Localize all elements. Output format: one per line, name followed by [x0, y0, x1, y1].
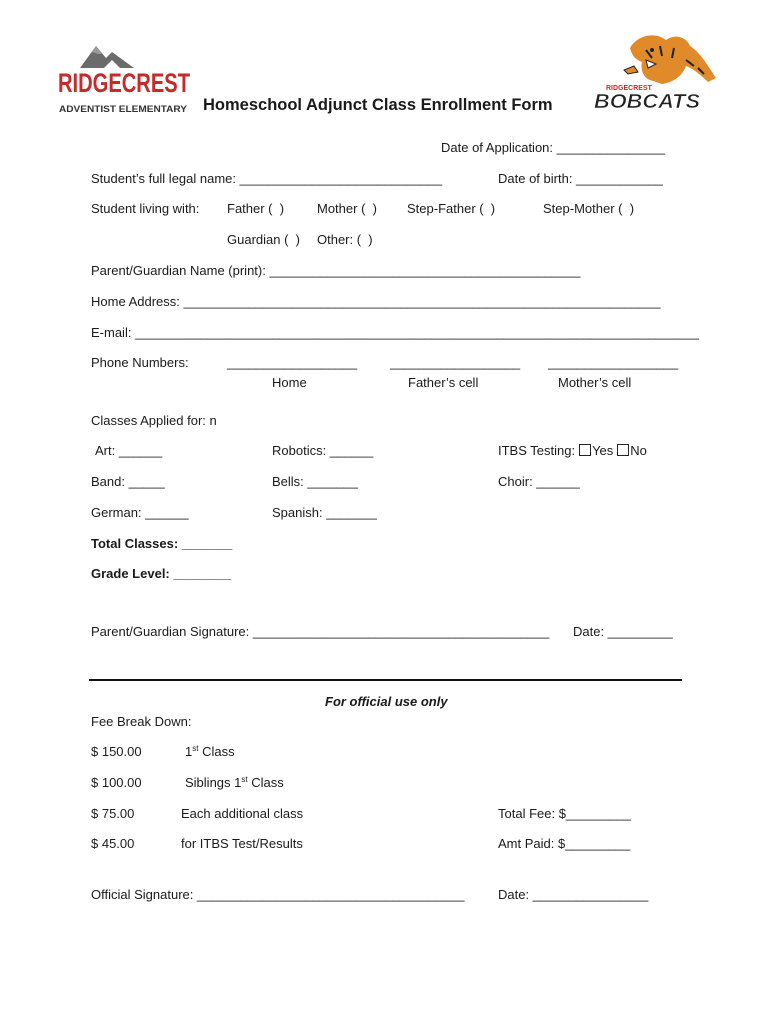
bobcat-icon [590, 30, 730, 114]
phone-father-field[interactable]: __________________ [390, 355, 521, 370]
fee-description: 1st Class [185, 744, 235, 759]
choir-field[interactable]: Choir: ______ [498, 474, 580, 489]
student-name-field[interactable]: Student’s full legal name: ____________________________ [91, 171, 443, 186]
classes-label: Classes Applied for: n [91, 413, 217, 428]
guardian-signature-field[interactable]: Parent/Guardian Signature: _________________________________________ [91, 624, 550, 639]
amount-paid-field[interactable]: Amt Paid: $_________ [498, 836, 631, 851]
option-father[interactable]: Father ( ) [227, 201, 285, 216]
fee-amount: $ 45.00 [91, 836, 135, 851]
email-field[interactable]: E-mail: ______________________________________________________________________________ [91, 325, 699, 340]
itbs-yes-checkbox[interactable] [579, 444, 591, 456]
total-fee-field[interactable]: Total Fee: $_________ [498, 806, 631, 821]
fee-amount: $ 150.00 [91, 744, 142, 759]
mountain-icon [56, 40, 196, 120]
official-signature-field[interactable]: Official Signature: _____________________________________ [91, 887, 465, 902]
option-mother[interactable]: Mother ( ) [317, 201, 377, 216]
mascot-top: RIDGECREST [606, 85, 652, 92]
phone-label: Phone Numbers: [91, 355, 189, 370]
art-field[interactable]: Art: ______ [95, 443, 163, 458]
fee-description: Siblings 1st Class [185, 775, 284, 790]
itbs-label: ITBS Testing: [498, 443, 576, 458]
fee-label: Fee Break Down: [91, 714, 192, 729]
itbs-yes-label: Yes [592, 443, 614, 458]
phone-father-caption: Father’s cell [408, 375, 479, 390]
spanish-field[interactable]: Spanish: _______ [272, 505, 377, 520]
fee-amount: $ 100.00 [91, 775, 142, 790]
phone-mother-field[interactable]: __________________ [548, 355, 679, 370]
robotics-field[interactable]: Robotics: ______ [272, 443, 374, 458]
section-divider [89, 679, 682, 681]
official-heading: For official use only [325, 694, 448, 709]
official-date-field[interactable]: Date: ________________ [498, 887, 649, 902]
itbs-testing [498, 443, 647, 459]
band-field[interactable]: Band: _____ [91, 474, 165, 489]
option-guardian[interactable]: Guardian ( ) [227, 232, 300, 247]
bells-field[interactable]: Bells: _______ [272, 474, 359, 489]
bobcats-logo [590, 30, 730, 114]
option-step-father[interactable]: Step-Father ( ) [407, 201, 496, 216]
itbs-no-checkbox[interactable] [617, 444, 629, 456]
mascot-name: BOBCATS [594, 91, 701, 113]
fee-description: Each additional class [181, 806, 304, 821]
ridgecrest-logo [56, 40, 196, 120]
guardian-name-field[interactable]: Parent/Guardian Name (print): ___________________________________________ [91, 263, 581, 278]
phone-home-field[interactable]: __________________ [227, 355, 358, 370]
german-field[interactable]: German: ______ [91, 505, 189, 520]
phone-mother-caption: Mother’s cell [558, 375, 632, 390]
option-other[interactable]: Other: ( ) [317, 232, 373, 247]
living-with-label: Student living with: [91, 201, 200, 216]
date-of-application-field[interactable]: Date of Application: _______________ [441, 140, 666, 155]
home-address-field[interactable]: Home Address: __________________________________________________________________ [91, 294, 661, 309]
phone-home-caption: Home [272, 375, 307, 390]
total-classes-field[interactable]: Total Classes: _______ [91, 536, 233, 551]
school-name: RIDGECREST [58, 68, 191, 98]
fee-description: for ITBS Test/Results [181, 836, 303, 851]
fee-amount: $ 75.00 [91, 806, 135, 821]
school-subtitle: ADVENTIST ELEMENTARY [59, 104, 187, 114]
page-title: Homeschool Adjunct Class Enrollment Form [203, 96, 553, 114]
option-step-mother[interactable]: Step-Mother ( ) [543, 201, 635, 216]
itbs-no-label: No [630, 443, 647, 458]
signature-date-field[interactable]: Date: _________ [573, 624, 673, 639]
date-of-birth-field[interactable]: Date of birth: ____________ [498, 171, 663, 186]
grade-level-field[interactable]: Grade Level: ________ [91, 566, 232, 581]
